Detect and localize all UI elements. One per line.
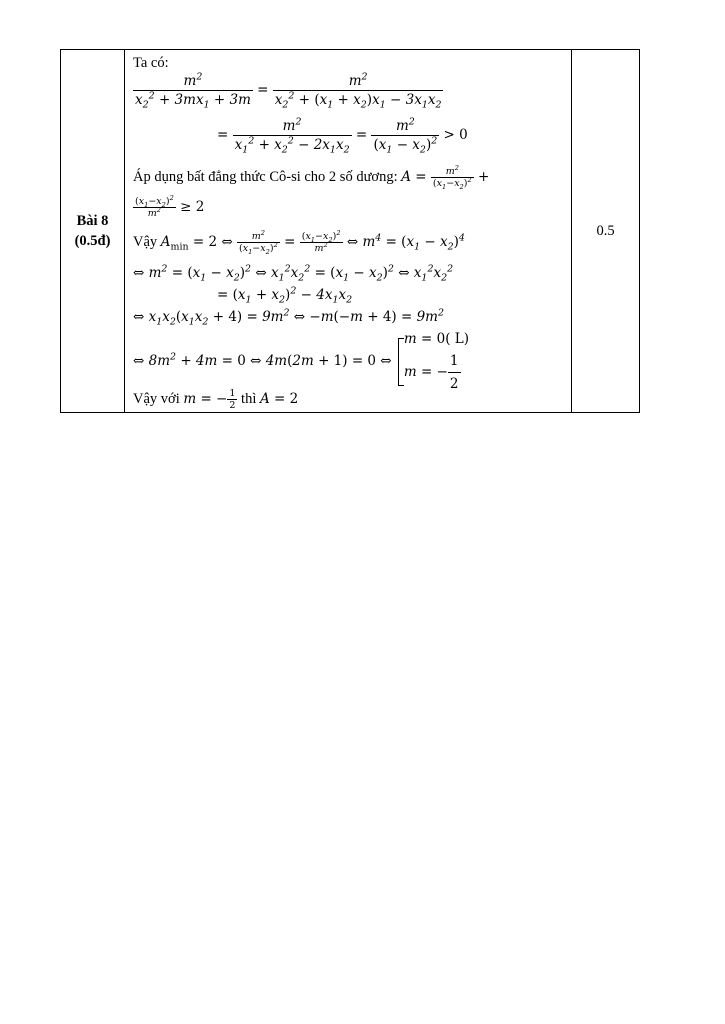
conclusion-text-1: Vậy với — [133, 391, 184, 407]
conclusion-line: Vậy với m = − $\frac{1}{2}$ thì A = 2 — [133, 388, 299, 411]
equation-line-3: ⇔ $m^2 = (x_1 - x_2)^2$ ⇔ $x_1^2x_2^2 = (x_1 - x_2)^2$ ⇔ $x_1^2x_2^2$ — [133, 263, 454, 284]
equation-line-4: = $(x_1 + x_2)^2 - 4x_1x_2$ — [217, 285, 353, 306]
equation-line-1: $\frac{m^2}{x_2^2 + 3mx_1 + 3m}$ = $\frac{m^2}{x_2^2 + (x_1 + x_2)x_1 - 3x_1x_2}$ — [135, 71, 442, 111]
problem-label-cell — [61, 50, 125, 413]
problem-number: Bài 8 — [76, 213, 109, 229]
score-cell: 0.5 — [572, 50, 640, 413]
equation-line-5: ⇔ $x_1x_2(x_1x_2 + 4) = 9m^2$ ⇔ $-m(-m + 4) = 9m^2$ — [133, 307, 444, 328]
answer-table — [60, 49, 640, 413]
minimum-line: Vậy $A_{min} = 2$ ⇔ $\frac{m^2}{(x_1-x_2)^2}$ = $\frac{(x_1-x_2)^2}{m^2}$ ⇔ $m^4 = (x_1 - x_2)^4$ — [133, 228, 465, 256]
solution-cell — [125, 50, 572, 413]
minimum-text: Vậy — [133, 234, 161, 250]
equation-line-6: ⇔ $8m^2 + 4m = 0$ ⇔ 4m(2m + 1) = 0 ⇔ m = 0( L) m = − $\frac{1}{2}$ — [133, 328, 469, 395]
problem-points: (0.5đ) — [74, 233, 111, 249]
solution-cases: m = 0( L) m = − $\frac{1}{2}$ — [404, 328, 469, 395]
equation-line-2: = $\frac{m^2}{x_1^2 + x_2^2 - 2x_1x_2}$ = $\frac{m^2}{(x_1 - x_2)^2}$ > 0 — [217, 116, 468, 156]
solution-intro: Ta có: — [133, 55, 169, 71]
am-gm-text: Áp dụng bất đẳng thức Cô-si cho 2 số dương: — [133, 169, 402, 185]
conclusion-text-2: thì — [237, 391, 260, 407]
am-gm-statement: Áp dụng bất đẳng thức Cô-si cho 2 số dương: A = $\frac{m^2}{(x_1-x_2)^2}$ + — [133, 163, 490, 191]
am-gm-continuation: $\frac{(x_1-x_2)^2}{m^2}$ ≥ 2 — [135, 193, 205, 219]
